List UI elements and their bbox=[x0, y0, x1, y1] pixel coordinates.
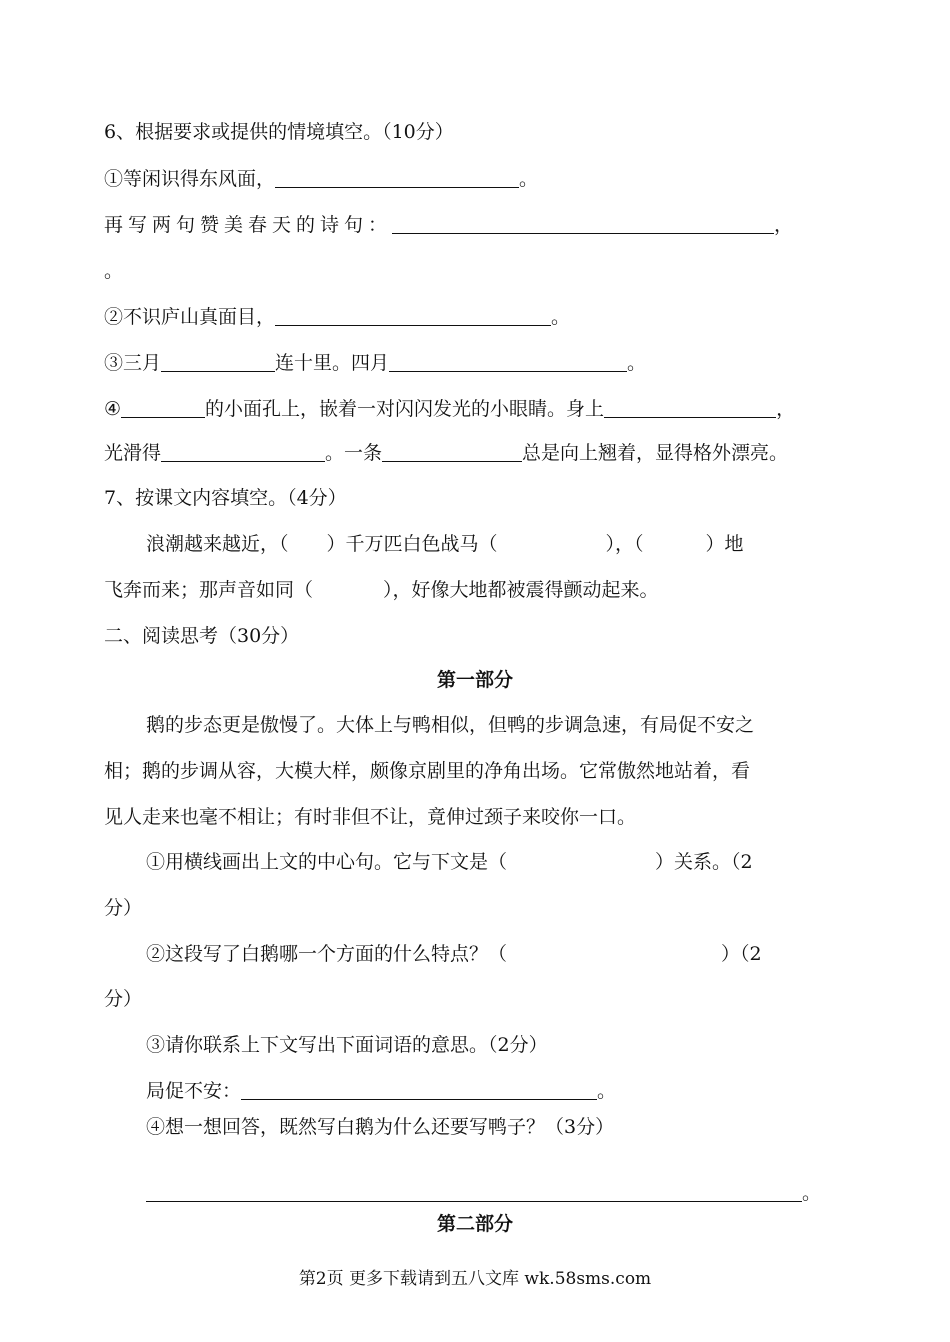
answer-blank[interactable] bbox=[382, 443, 522, 462]
section-2-title: 二、阅读思考（30分） bbox=[104, 625, 300, 647]
item-4-text-a: ④ bbox=[104, 398, 122, 420]
passage-line-1: 鹅的步态更是傲慢了。大体上与鸭相似，但鸭的步调急速，有局促不安之 bbox=[146, 714, 755, 736]
q7-text-e: 飞奔而来；那声音如同（ bbox=[104, 579, 314, 601]
praise-prompt: 再写两句赞美春天的诗句： bbox=[104, 214, 393, 236]
question-6-praise-line-end: 。 bbox=[104, 260, 124, 282]
q7-text-b: ）千万匹白色战马（ bbox=[326, 533, 498, 555]
item-1-text: ①等闲识得东风面， bbox=[104, 168, 276, 190]
sq1-text-b: ）关系。（2 bbox=[655, 851, 753, 873]
answer-blank[interactable] bbox=[241, 1081, 597, 1100]
question-7-line-1 bbox=[146, 531, 846, 557]
sub-question-3-answer bbox=[146, 1078, 846, 1104]
answer-blank[interactable] bbox=[275, 169, 519, 188]
q7-text-c: ），（ bbox=[605, 533, 644, 555]
answer-blank[interactable] bbox=[146, 1183, 802, 1202]
item-3-text-a: ③三月 bbox=[104, 352, 162, 374]
question-6-item-4 bbox=[104, 396, 846, 422]
part-2-heading: 第二部分 bbox=[436, 1213, 513, 1235]
answer-blank[interactable] bbox=[389, 353, 627, 372]
question-6-praise-line bbox=[104, 212, 846, 238]
sub-question-4-answer bbox=[146, 1180, 846, 1206]
answer-blank[interactable] bbox=[604, 399, 776, 418]
period-mark: 。 bbox=[627, 352, 647, 374]
sub-question-4: ④想一想回答，既然写白鹅为什么还要写鸭子？（3分） bbox=[146, 1116, 615, 1138]
period-mark: 。 bbox=[551, 306, 571, 328]
question-6-item-4-cont bbox=[104, 440, 846, 466]
answer-blank[interactable] bbox=[161, 443, 325, 462]
question-6-item-2 bbox=[104, 304, 846, 330]
item-4-text-b: 的小面孔上，嵌着一对闪闪发光的小眼睛。身上 bbox=[205, 398, 605, 420]
item-4-text-e: 总是向上翘着，显得格外漂亮。 bbox=[522, 442, 789, 464]
comma-mark: ， bbox=[776, 398, 796, 420]
q7-text-f: ），好像大地都被震得颤动起来。 bbox=[383, 579, 659, 601]
item-3-text-b: 连十里。四月 bbox=[275, 352, 390, 374]
question-6-item-1 bbox=[104, 166, 846, 192]
answer-blank[interactable] bbox=[275, 307, 551, 326]
part-1-heading: 第一部分 bbox=[436, 669, 513, 691]
period-mark: 。 bbox=[519, 168, 539, 190]
period-mark: 。 bbox=[597, 1080, 617, 1102]
sq1-text-a: ①用横线画出上文的中心句。它与下文是（ bbox=[146, 851, 508, 873]
item-4-text-c: 光滑得 bbox=[104, 442, 162, 464]
sub-question-1 bbox=[146, 849, 846, 875]
answer-blank[interactable] bbox=[121, 399, 205, 418]
comma-mark: ， bbox=[774, 214, 799, 236]
sub-question-2-cont: 分） bbox=[104, 988, 143, 1010]
sub-question-1-cont: 分） bbox=[104, 897, 143, 919]
q7-text-a: 浪潮越来越近，（ bbox=[146, 533, 289, 555]
q7-text-d: ）地 bbox=[705, 533, 744, 555]
passage-line-3: 见人走来也毫不相让；有时非但不让，竟伸过颈子来咬你一口。 bbox=[104, 806, 637, 828]
sq2-text-a: ②这段写了白鹅哪一个方面的什么特点？（ bbox=[146, 943, 508, 965]
sub-question-3: ③请你联系上下文写出下面词语的意思。（2分） bbox=[146, 1034, 548, 1056]
item-4-text-d: 。一条 bbox=[325, 442, 383, 464]
sq3-label: 局促不安： bbox=[146, 1080, 242, 1102]
period-mark: 。 bbox=[802, 1182, 822, 1204]
question-6-item-3 bbox=[104, 350, 846, 376]
item-2-text: ②不识庐山真面目， bbox=[104, 306, 276, 328]
sq2-text-b: ）（2 bbox=[721, 943, 762, 965]
passage-line-2: 相；鹅的步调从容，大模大样，颇像京剧里的净角出场。它常傲然地站着，看 bbox=[104, 760, 751, 782]
question-6-title: 6、根据要求或提供的情境填空。（10分） bbox=[104, 121, 454, 143]
question-7-line-2 bbox=[104, 577, 846, 603]
sub-question-2 bbox=[146, 941, 846, 967]
page-footer: 第2页 更多下载请到五八文库 wk.58sms.com bbox=[298, 1269, 652, 1289]
question-7-title: 7、按课文内容填空。（4分） bbox=[104, 487, 347, 509]
answer-blank[interactable] bbox=[392, 215, 774, 234]
answer-blank[interactable] bbox=[161, 353, 275, 372]
